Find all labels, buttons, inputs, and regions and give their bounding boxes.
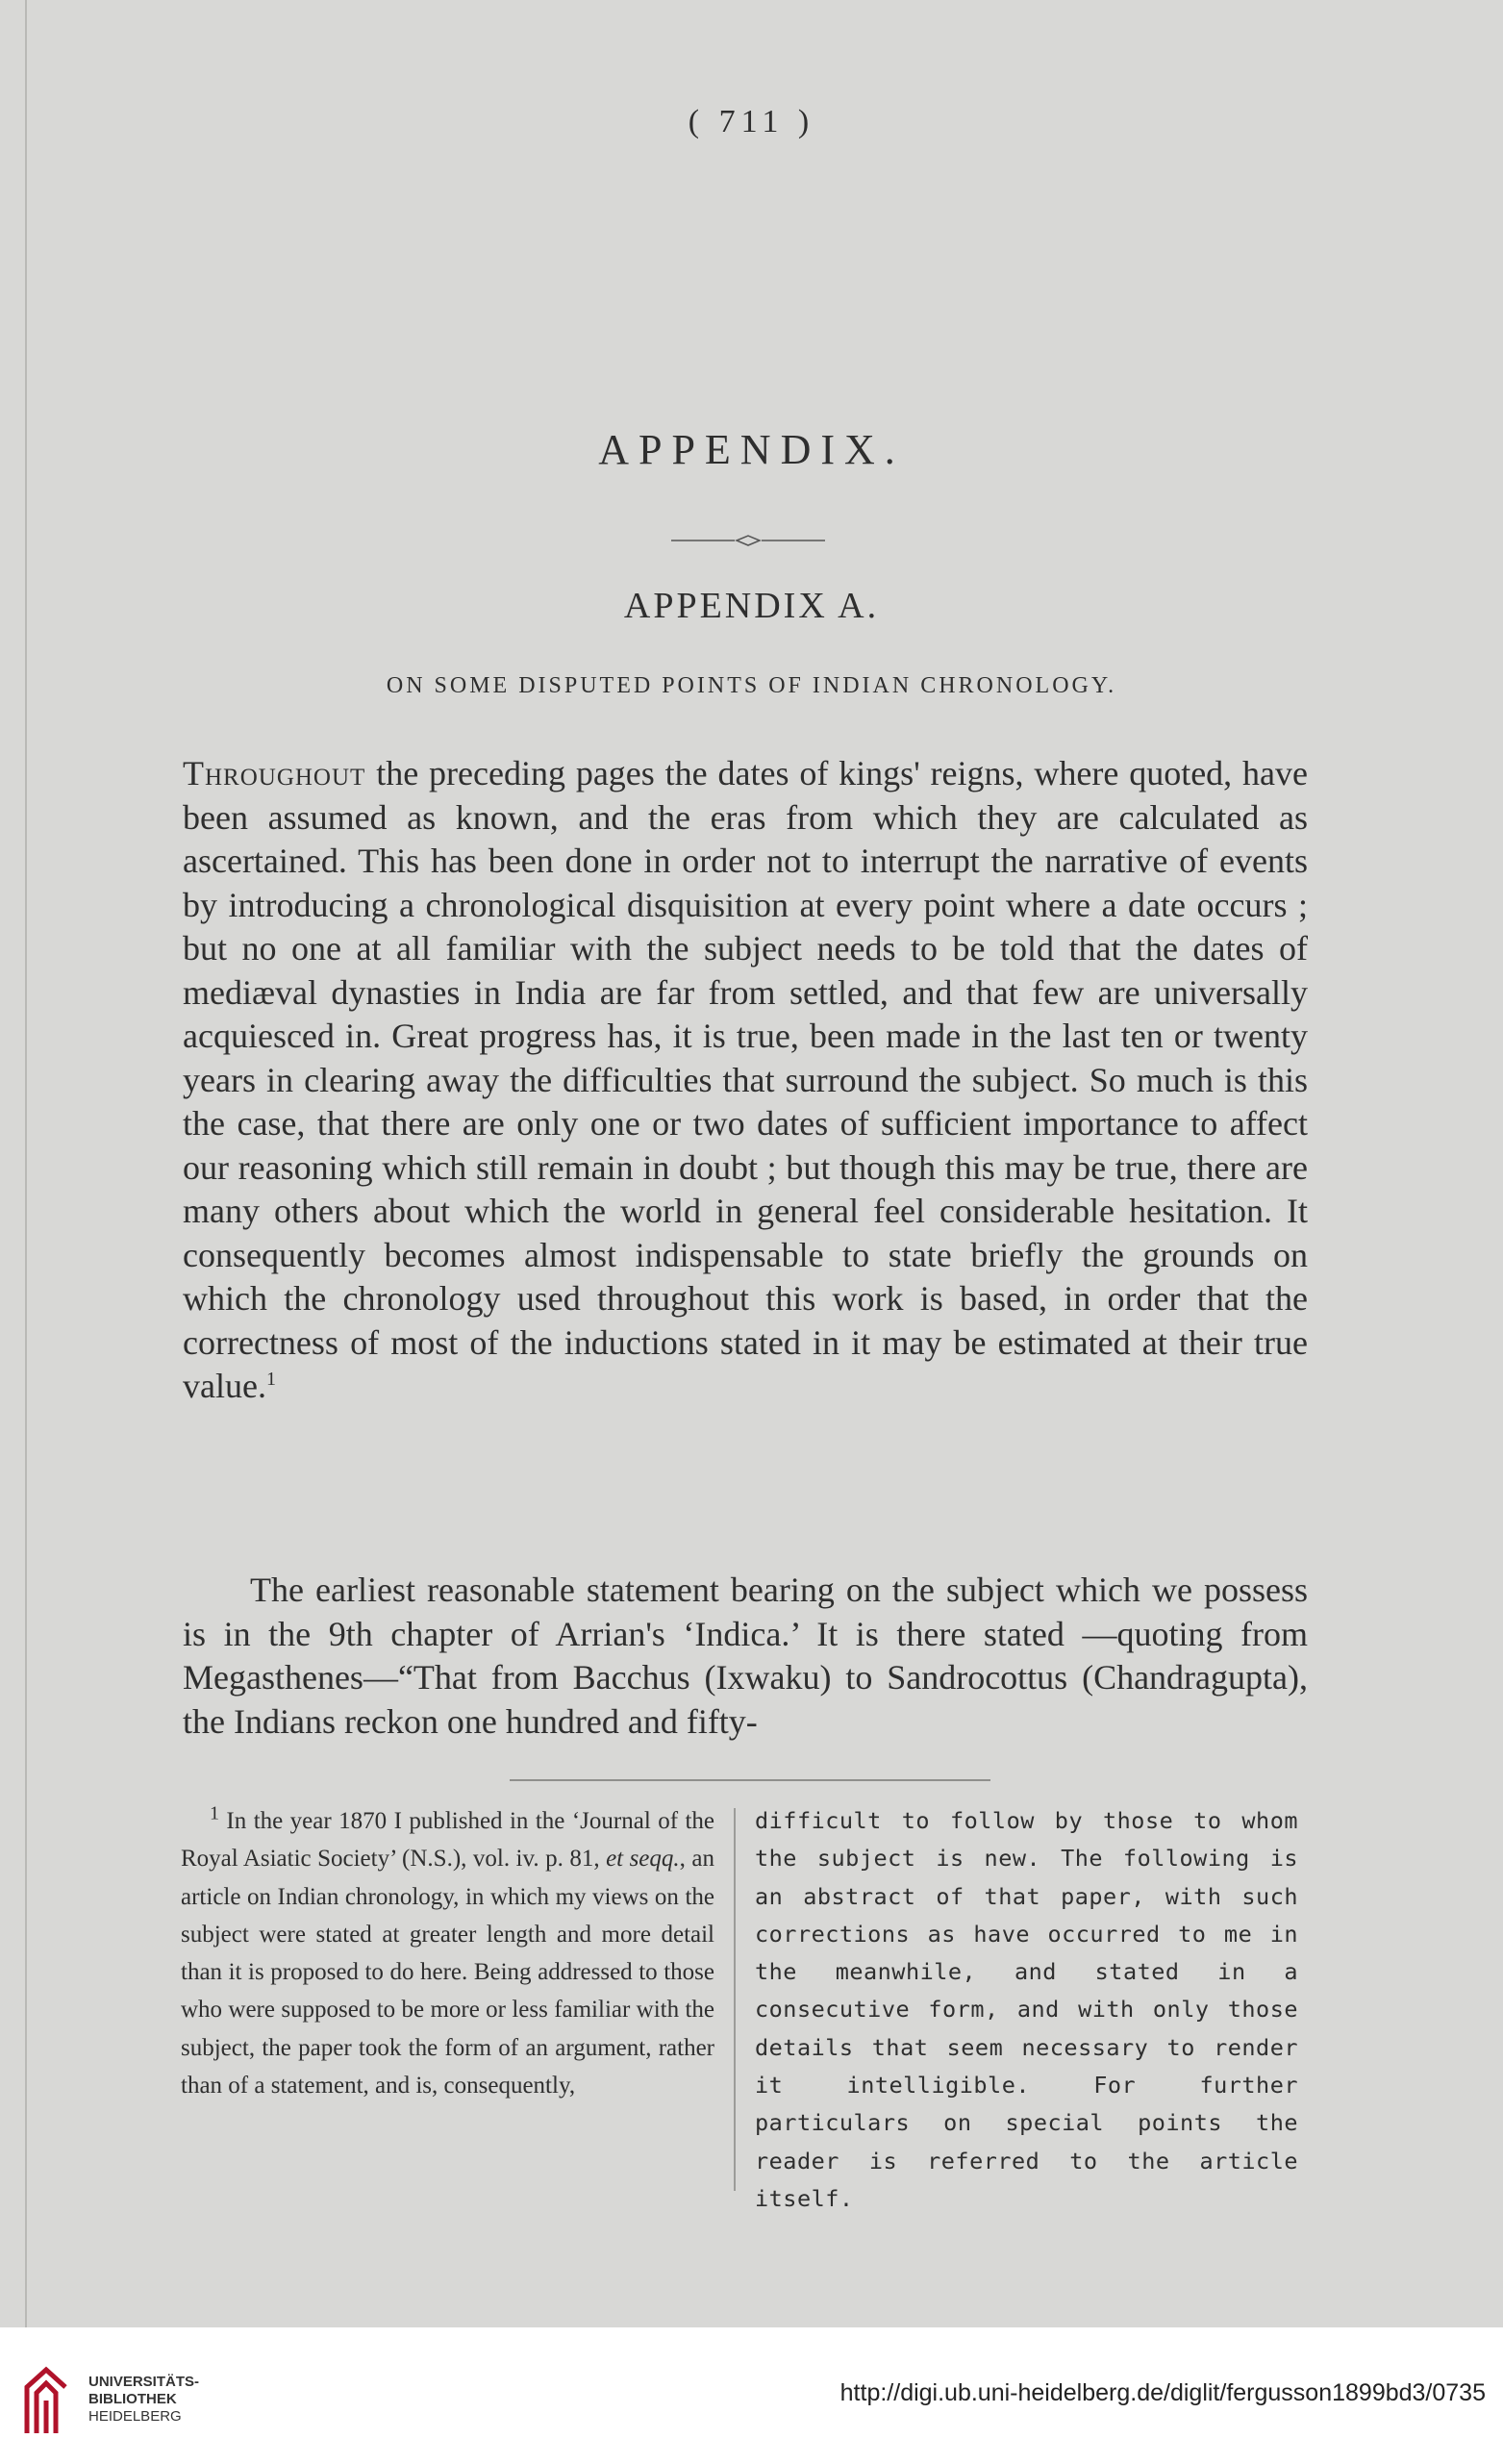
footnote-reference: 1 <box>265 1369 276 1390</box>
library-name-line-1: UNIVERSITÄTS- <box>88 2374 200 2390</box>
footnote-left-text-b: , an article on Indian chronology, in which my views on the subject were stated at greater length and more detail than it is proposed to do here. Being addressed to those who were supposed to be more or less familiar with the subject, the paper took the form of an argument, rather than of a statement, and is, consequently, <box>181 1846 714 2099</box>
appendix-title: APPENDIX. <box>598 426 905 473</box>
page-number: ( 711 ) <box>688 104 815 139</box>
paragraph-1-text: the preceding pages the dates of kings' reigns, where quoted, have been assumed as known, and the eras from which they are calculated as ascertained. This has been done in order not to interrupt the narrative of events by introducing a chronological disquisition at every point where a date occurs ; but no one at all familiar with the subject needs to be told that the dates of mediæval dynasties in India are far from settled, and that few are universally acquiesced in. Great progress has, it is true, been made in the last ten or twenty years in clearing away the difficulties that surround the subject. So much is this the case, that there are only one or two dates of sufficient importance to affect our reasoning which still remain in doubt ; but though this may be true, there are many others about which the world in general feel considerable hesitation. It consequently becomes almost indispensable to state briefly the grounds on which the chronology used throughout this work is based, in order that the correctness of most of the inductions stated in it may be estimated at their true value. <box>183 754 1308 1405</box>
page-edge-line <box>25 0 27 2327</box>
library-name-line-3: HEIDELBERG <box>88 2408 182 2425</box>
library-name-line-2: BIBLIOTHEK <box>88 2391 177 2407</box>
library-name <box>88 2374 199 2426</box>
footnote-left-text-a: In the year 1870 I published in the ‘Journal of the Royal Asiatic Society’ (N.S.), vol. iv. p. 81, <box>181 1808 714 1873</box>
ornamental-divider <box>671 534 825 547</box>
source-url-link[interactable]: http://digi.ub.uni-heidelberg.de/diglit/fergusson1899bd3/0735 <box>839 2379 1486 2406</box>
footnote-rule <box>510 1779 990 1781</box>
footnote-right-column: difficult to follow by those to whom the subject is new. The following is an abstract of that paper, with such corrections as have occurred to me in the meanwhile, and stated in a consecutive form, and with only those details that seem necessary to render it intelligible. For further particulars on special points the reader is referred to the article itself. <box>755 1807 1298 2212</box>
library-logo-icon <box>17 2366 75 2435</box>
footnote-column-separator <box>734 1808 736 2191</box>
paragraph-1 <box>183 752 1308 1409</box>
footnote-left-column <box>181 1802 714 2104</box>
paragraph-lead-word: Throughout <box>183 754 366 792</box>
footnote-left-italic: et seqq. <box>606 1846 680 1873</box>
digitization-footer <box>0 2327 1503 2464</box>
appendix-subtitle: APPENDIX A. <box>623 586 880 626</box>
appendix-heading: ON SOME DISPUTED POINTS OF INDIAN CHRONOLOGY. <box>386 673 1117 698</box>
footnote-mark: 1 <box>210 1802 219 1824</box>
paragraph-2: The earliest reasonable statement bearing on the subject which we possess is in the 9th chapter of Arrian's ‘Indica.’ It is there stated —quoting from Megasthenes—“That from Bacchus (Ixwaku) to Sandrocottus (Chandragupta), the Indians reckon one hundred and fifty- <box>183 1571 1308 1741</box>
